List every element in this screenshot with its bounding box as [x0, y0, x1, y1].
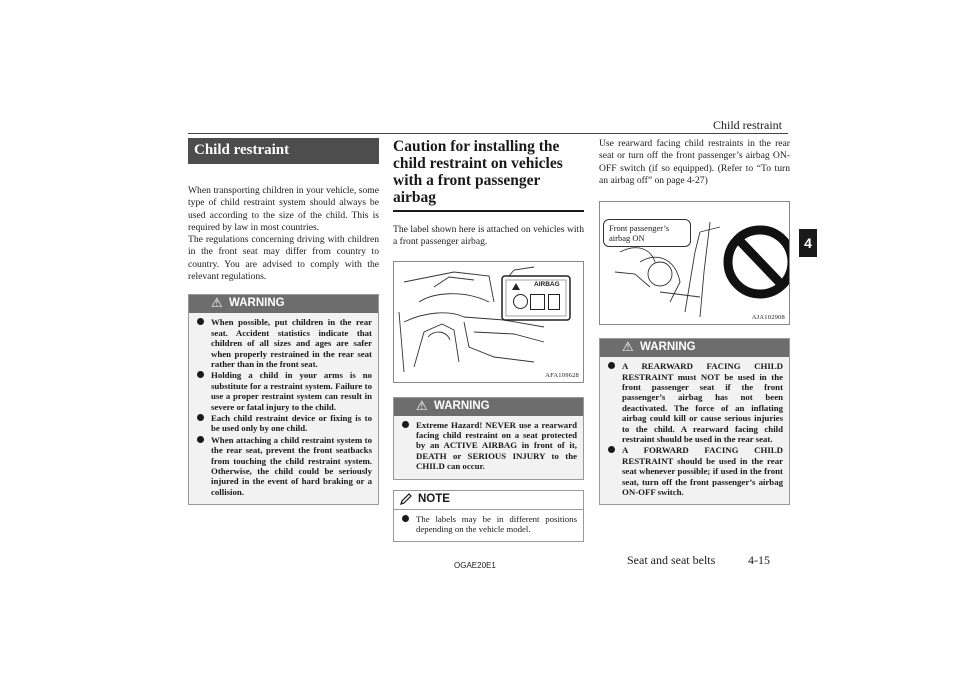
- airbag-label-text: AIRBAG: [534, 280, 560, 288]
- figure-code: AFA109628: [545, 371, 579, 379]
- bullet-icon: [197, 318, 204, 325]
- airbag-on-callout: Front passenger’s airbag ON: [603, 219, 691, 247]
- warning-label: WARNING: [640, 341, 696, 354]
- usage-paragraph: Use rearward facing child restraints in the rear seat or turn off the front passenger’s airbag ON-OFF switch (if so equipped). (Refer to “To turn an airbag off” on page 4-27): [599, 138, 790, 186]
- warning-item: A REARWARD FACING CHILD RESTRAINT must NOT be used in the front passenger seat if the front passenger’s airbag has not been deactivated. The force of an inflating airbag could kill or cause serious injuries to the child. A rearward facing child restraint should be used in the rear seat.: [606, 361, 783, 444]
- document-code: OGAE20E1: [454, 561, 496, 570]
- warning-header: [394, 398, 583, 416]
- pencil-icon: [400, 493, 412, 505]
- chapter-tab: 4: [799, 229, 817, 257]
- bullet-icon: [197, 371, 204, 378]
- bullet-icon: [402, 421, 409, 428]
- warning-box: [599, 338, 790, 505]
- intro-paragraph: When transporting children in your vehicle, some type of child restraint system should always be used according to the size of the child. This is required by law in most countries.: [188, 185, 379, 233]
- note-box: [393, 490, 584, 543]
- regulation-paragraph: The regulations concerning driving with children in the front seat may differ from country to country. You are advised to comply with the relevant regulations.: [188, 234, 379, 283]
- warning-label: WARNING: [434, 399, 490, 412]
- warning-item: When attaching a child restraint system to the rear seat, prevent the front seatbacks from touching the child restraint system. Otherwise, the child could be seriously injured in the event of hard braking or a collision.: [195, 435, 372, 497]
- section-title: Child restraint: [188, 138, 379, 164]
- label-paragraph: The label shown here is attached on vehicles with a front passenger airbag.: [393, 224, 584, 248]
- warning-triangle-icon: ⚠: [211, 295, 223, 311]
- manual-icon: [548, 294, 560, 310]
- warning-list: [394, 416, 583, 479]
- dashboard-illustration: [394, 262, 584, 382]
- bullet-icon: [197, 414, 204, 421]
- warning-header: [600, 339, 789, 357]
- note-item: The labels may be in different positions depending on the vehicle model.: [400, 514, 577, 535]
- warning-box: [188, 294, 379, 505]
- bullet-icon: [197, 436, 204, 443]
- warning-item: When possible, put children in the rear seat. Accident statistics indicate that children of all sizes and ages are safer when properly restrained in the rear seat rather than in the front seat.: [195, 317, 372, 369]
- bullet-icon: [402, 515, 409, 522]
- column-left: [188, 138, 379, 505]
- running-header: Child restraint: [713, 118, 782, 132]
- airbag-label-figure: [393, 261, 584, 383]
- bullet-icon: [608, 362, 615, 369]
- warning-triangle-icon: ⚠: [416, 397, 428, 413]
- warning-header: [189, 295, 378, 313]
- figure-code: AJA102908: [751, 314, 785, 322]
- footer-section: Seat and seat belts: [627, 553, 716, 567]
- bullet-icon: [608, 446, 615, 453]
- section-title: Caution for installing the child restraint on vehicles with a front passenger airbag: [393, 138, 584, 212]
- header-rule: [188, 133, 788, 134]
- warning-item: Holding a child in your arms is no substitute for a restraint system. Failure to use a proper restraint system can result in severe or fatal injury to the child.: [195, 370, 372, 412]
- note-label: NOTE: [418, 492, 450, 505]
- child-seat-icon: [530, 294, 545, 310]
- column-middle: [393, 138, 584, 542]
- page-number: 4-15: [748, 553, 770, 567]
- column-right: [599, 138, 790, 505]
- airbag-on-figure: [599, 201, 790, 325]
- warning-item: Each child restraint device or fixing is to be used only by one child.: [195, 413, 372, 434]
- warning-box: [393, 397, 584, 480]
- warning-triangle-icon: ⚠: [622, 339, 634, 355]
- note-list: [394, 510, 583, 542]
- warning-list: [600, 357, 789, 504]
- note-header: [394, 491, 583, 510]
- warning-list: [189, 313, 378, 504]
- warning-label: WARNING: [229, 297, 285, 310]
- warning-item: A FORWARD FACING CHILD RESTRAINT should be used in the rear seat whenever possible; if used in the front seat, turn off the front passenger’s airbag ON-OFF switch.: [606, 445, 783, 497]
- warning-item: Extreme Hazard! NEVER use a rearward facing child restraint on a seat protected by an ACTIVE AIRBAG in front of it, DEATH or SERIOUS INJURY to the CHILD can occur.: [400, 420, 577, 472]
- no-child-seat-icon: [513, 294, 528, 309]
